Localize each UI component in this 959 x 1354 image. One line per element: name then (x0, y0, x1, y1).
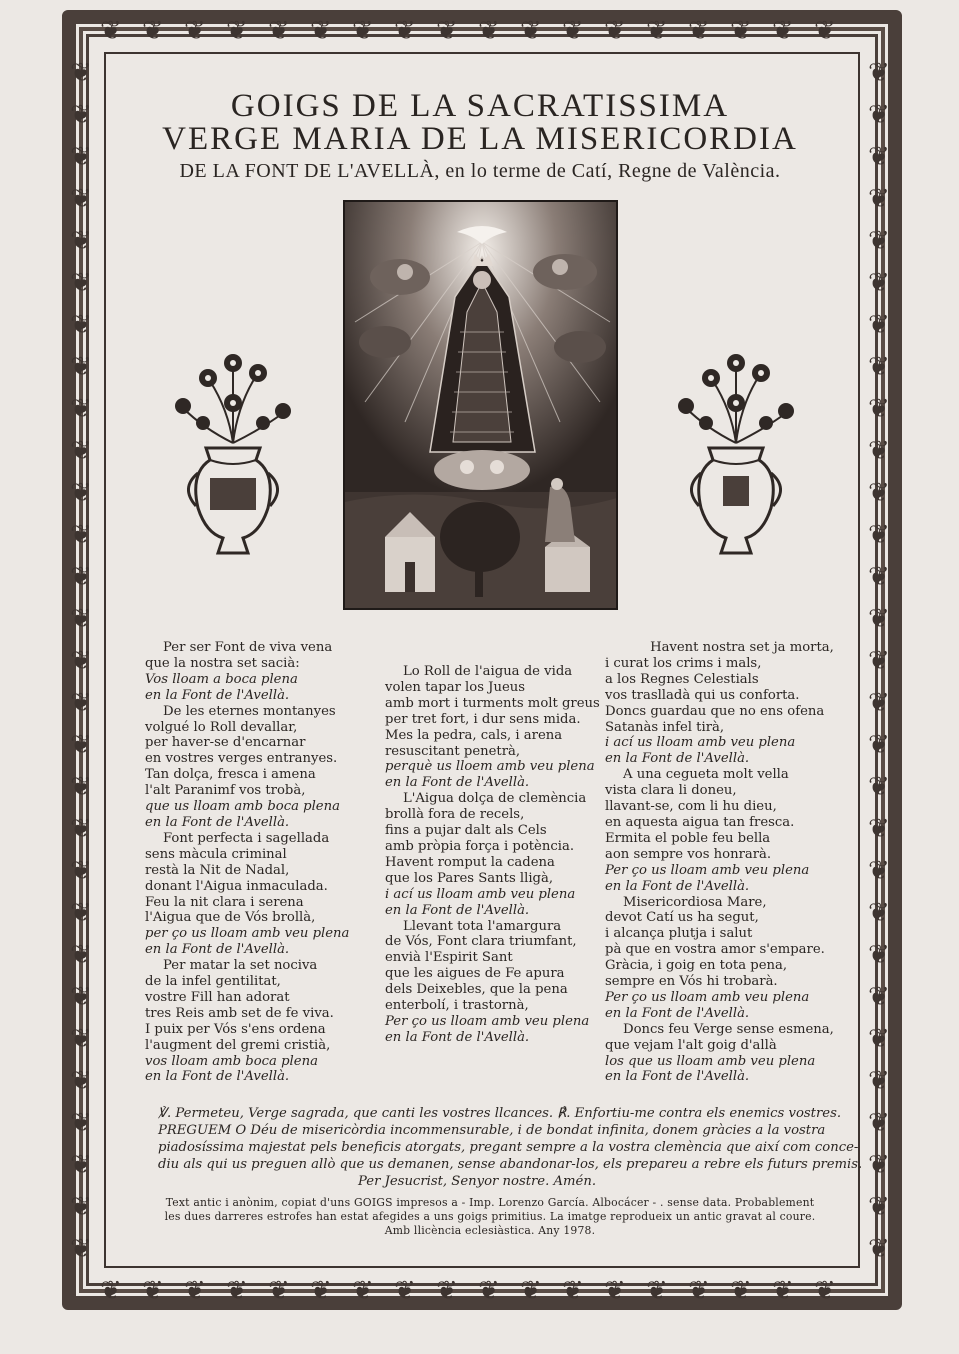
prayer-line: diu als qui us preguen allò que us demanen, sense abandonar-los, els prepareu a rebre els futurs premis. (158, 1157, 863, 1172)
border-flourish-icon: ❦ (868, 646, 890, 676)
border-flourish-icon: ❦ (70, 394, 92, 424)
verse-line: l'alt Paranimf vos trobà, (145, 783, 306, 799)
border-flourish-icon: ❦ (814, 1276, 836, 1306)
border-flourish-icon: ❦ (70, 1192, 92, 1222)
verse-line: en la Font de l'Avellà. (145, 814, 290, 830)
border-flourish-icon: ❦ (70, 1234, 92, 1264)
verse-line: amb pròpia força i potència. (385, 838, 575, 854)
border-flourish-icon: ❦ (310, 16, 332, 46)
border-flourish-icon: ❦ (562, 16, 584, 46)
verse-line: en la Font de l'Avellà. (605, 1005, 750, 1021)
border-flourish-icon: ❦ (730, 16, 752, 46)
border-flourish-icon: ❦ (352, 16, 374, 46)
verse-line: en la Font de l'Avellà. (605, 751, 750, 767)
verse-line: De les eternes montanyes (163, 703, 336, 719)
border-flourish-icon: ❦ (520, 1276, 542, 1306)
border-flourish-icon: ❦ (70, 814, 92, 844)
prayer-line: ℣. Permeteu, Verge sagrada, que canti les vostres llcances. ℟. Enfortiu-me contra els enemics vostres. (158, 1106, 842, 1121)
verse-line: brollà fora de recels, (385, 807, 525, 823)
border-flourish-icon: ❦ (868, 730, 890, 760)
border-flourish-icon: ❦ (142, 1276, 164, 1306)
border-flourish-icon: ❦ (868, 814, 890, 844)
border-flourish-icon: ❦ (70, 226, 92, 256)
title-line-3: DE LA FONT DE L'AVELLÀ, en lo terme de Catí, Regne de València. (179, 160, 781, 182)
border-flourish-icon: ❦ (868, 898, 890, 928)
border-flourish-icon: ❦ (868, 1150, 890, 1180)
verse-line: Tan dolça, fresca i amena (145, 767, 316, 783)
verse-line: aon sempre vos honrarà. (605, 846, 772, 862)
border-flourish-icon: ❦ (70, 562, 92, 592)
border-flourish-icon: ❦ (352, 1276, 374, 1306)
verse-line: de la infel gentilitat, (145, 974, 281, 990)
verse-line: llavant-se, com li hu dieu, (605, 799, 777, 815)
verse-line: per tret fort, i dur sens mida. (385, 711, 581, 727)
verse-line: dels Deixebles, que la pena (385, 982, 568, 998)
verse-line: Misericordiosa Mare, (623, 894, 767, 910)
flower-vase-left (168, 348, 298, 558)
border-flourish-icon: ❦ (868, 142, 890, 172)
border-flourish-icon: ❦ (70, 478, 92, 508)
verse-line: en la Font de l'Avellà. (385, 775, 530, 791)
verse-line: sempre en Vós hi trobarà. (605, 974, 778, 990)
verse-line: que la nostra set sacià: (145, 655, 300, 671)
verse-line: tres Reis amb set de fe viva. (145, 1005, 334, 1021)
verse-line: per haver-se d'encarnar (145, 735, 306, 751)
verse-line: vista clara li doneu, (605, 783, 737, 799)
border-flourish-icon: ❦ (868, 268, 890, 298)
border-flourish-icon: ❦ (868, 1024, 890, 1054)
colophon-note (160, 1196, 820, 1238)
verse-line: enterbolí, i trastornà, (385, 998, 529, 1014)
border-flourish-icon: ❦ (70, 1066, 92, 1096)
border-flourish-icon: ❦ (868, 1066, 890, 1096)
verse-line: Vos lloam a boca plena (145, 671, 298, 687)
verse-line: perquè us lloem amb veu plena (385, 759, 595, 775)
border-flourish-icon: ❦ (436, 1276, 458, 1306)
border-flourish-icon: ❦ (868, 982, 890, 1012)
verse-line: los que us lloam amb veu plena (605, 1053, 816, 1069)
border-flourish-icon: ❦ (868, 1234, 890, 1264)
virgin-engraving (343, 200, 618, 610)
verse-line: que les aigues de Fe apura (385, 966, 565, 982)
verse-line: volen tapar los Jueus (385, 679, 526, 695)
border-flourish-icon: ❦ (688, 16, 710, 46)
border-flourish-icon: ❦ (70, 436, 92, 466)
verse-line: A una cegueta molt vella (623, 767, 789, 783)
border-flourish-icon: ❦ (70, 856, 92, 886)
verse-line: envià l'Espirit Sant (385, 950, 513, 966)
verse-line: en aquesta aigua tan fresca. (605, 814, 795, 830)
border-flourish-icon: ❦ (310, 1276, 332, 1306)
border-flourish-icon: ❦ (868, 562, 890, 592)
border-flourish-icon: ❦ (868, 1108, 890, 1138)
border-flourish-icon: ❦ (70, 730, 92, 760)
verse-line: Doncs guardau que no ens ofena (605, 703, 825, 719)
verse-column-1 (145, 640, 349, 1085)
verse-line: per ço us lloam amb veu plena (145, 926, 350, 942)
verse-line: Lo Roll de l'aigua de vida (403, 664, 573, 679)
verse-line: Gràcia, i goig en tota pena, (605, 958, 788, 974)
border-flourish-icon: ❦ (868, 352, 890, 382)
border-flourish-icon: ❦ (868, 184, 890, 214)
verse-line: Doncs feu Verge sense esmena, (623, 1021, 834, 1037)
verse-line: Feu la nit clara i serena (145, 894, 304, 910)
title-line-2: VERGE MARIA DE LA MISERICORDIA (162, 121, 798, 157)
verse-line: Per ser Font de viva vena (163, 640, 333, 655)
border-flourish-icon: ❦ (478, 1276, 500, 1306)
verse-line: Havent romput la cadena (385, 854, 555, 870)
border-flourish-icon: ❦ (868, 772, 890, 802)
verse-column-2 (385, 664, 600, 1046)
border-flourish-icon: ❦ (868, 226, 890, 256)
border-flourish-icon: ❦ (730, 1276, 752, 1306)
border-flourish-icon: ❦ (70, 352, 92, 382)
border-flourish-icon: ❦ (70, 1108, 92, 1138)
prayer-line: piadosíssima majestat pels beneficis atorgats, pregant sempre a la vostra clemència que així com conce- (158, 1140, 859, 1155)
verse-line: en la Font de l'Avellà. (385, 1029, 530, 1045)
verse-line: que vejam l'alt goig d'allà (605, 1037, 777, 1053)
border-flourish-icon: ❦ (70, 100, 92, 130)
border-flourish-icon: ❦ (70, 940, 92, 970)
verse-line: amb mort i turments molt greus (385, 695, 600, 711)
verse-line: Per matar la set nociva (163, 958, 318, 974)
verse-line: volgué lo Roll devallar, (145, 719, 298, 735)
border-flourish-icon: ❦ (604, 16, 626, 46)
verse-line: l'Aigua que de Vós brollà, (145, 910, 316, 926)
border-flourish-icon: ❦ (70, 772, 92, 802)
verse-line: i curat los crims i mals, (605, 655, 762, 671)
border-flourish-icon: ❦ (268, 1276, 290, 1306)
border-flourish-icon: ❦ (646, 16, 668, 46)
border-flourish-icon: ❦ (868, 520, 890, 550)
verse-line: en la Font de l'Avellà. (145, 687, 290, 703)
verse-line: i ací us lloam amb veu plena (385, 886, 576, 902)
flower-vase-right (671, 348, 801, 558)
border-flourish-icon: ❦ (688, 1276, 710, 1306)
border-flourish-icon: ❦ (184, 1276, 206, 1306)
verse-line: Havent nostra set ja morta, (650, 640, 834, 655)
border-flourish-icon: ❦ (772, 16, 794, 46)
border-flourish-icon: ❦ (226, 16, 248, 46)
verse-line: Font perfecta i sagellada (163, 830, 330, 846)
verse-line: vos lloam amb boca plena (145, 1053, 318, 1069)
border-flourish-icon: ❦ (478, 16, 500, 46)
border-flourish-icon: ❦ (70, 646, 92, 676)
border-flourish-icon: ❦ (520, 16, 542, 46)
verse-line: a los Regnes Celestials (605, 671, 759, 687)
border-flourish-icon: ❦ (70, 268, 92, 298)
border-flourish-icon: ❦ (868, 100, 890, 130)
border-flourish-icon: ❦ (70, 1024, 92, 1054)
border-flourish-icon: ❦ (562, 1276, 584, 1306)
note-line: Amb llicència eclesiàstica. Any 1978. (384, 1224, 596, 1237)
verse-line: Per ço us lloam amb veu plena (605, 989, 810, 1005)
verse-line: pà que en vostra amor s'empare. (605, 942, 825, 958)
note-line: les dues darreres estrofes han estat afegides a uns goigs primitius. La imatge reprodueix un antic gravat al coure. (164, 1210, 816, 1223)
border-flourish-icon: ❦ (70, 688, 92, 718)
border-flourish-icon: ❦ (394, 1276, 416, 1306)
verse-line: en la Font de l'Avellà. (385, 902, 530, 918)
verse-line: vostre Fill han adorat (145, 989, 290, 1005)
border-flourish-icon: ❦ (142, 16, 164, 46)
verse-line: sens màcula criminal (145, 846, 287, 862)
border-flourish-icon: ❦ (70, 604, 92, 634)
verse-line: devot Catí us ha segut, (605, 910, 759, 926)
border-flourish-icon: ❦ (646, 1276, 668, 1306)
border-flourish-icon: ❦ (70, 1150, 92, 1180)
verse-line: l'augment del gremi cristià, (145, 1037, 331, 1053)
border-flourish-icon: ❦ (184, 16, 206, 46)
border-flourish-icon: ❦ (394, 16, 416, 46)
verse-line: en la Font de l'Avellà. (145, 1069, 290, 1085)
verse-line: L'Aigua dolça de clemència (403, 791, 587, 807)
border-flourish-icon: ❦ (868, 310, 890, 340)
verse-line: en vostres verges entranyes. (145, 751, 338, 767)
prayer-block (158, 1105, 863, 1190)
border-flourish-icon: ❦ (70, 520, 92, 550)
verse-line: Per ço us lloam amb veu plena (385, 1013, 590, 1029)
verse-line: i ací us lloam amb veu plena (605, 735, 796, 751)
border-flourish-icon: ❦ (868, 604, 890, 634)
border-flourish-icon: ❦ (868, 58, 890, 88)
verse-line: en la Font de l'Avellà. (605, 1069, 750, 1085)
border-flourish-icon: ❦ (868, 856, 890, 886)
verse-line: que los Pares Sants lligà, (385, 870, 554, 886)
verse-line: Satanàs infel tirà, (605, 719, 725, 735)
verse-line: resuscitant penetrà, (385, 743, 521, 759)
verse-line: donant l'Aigua inmaculada. (145, 878, 328, 894)
border-flourish-icon: ❦ (70, 142, 92, 172)
border-flourish-icon: ❦ (70, 184, 92, 214)
verse-line: restà la Nit de Nadal, (145, 862, 290, 878)
border-flourish-icon: ❦ (772, 1276, 794, 1306)
border-flourish-icon: ❦ (868, 940, 890, 970)
border-flourish-icon: ❦ (868, 1192, 890, 1222)
border-flourish-icon: ❦ (436, 16, 458, 46)
verse-line: fins a pujar dalt als Cels (385, 823, 547, 839)
border-flourish-icon: ❦ (100, 16, 122, 46)
verse-line: en la Font de l'Avellà. (605, 878, 750, 894)
verse-line: i alcança plutja i salut (605, 926, 753, 942)
prayer-line: PREGUEM O Déu de misericòrdia incommensurable, i de bondat infinita, donem gràcies a la vostra (158, 1123, 826, 1138)
border-flourish-icon: ❦ (100, 1276, 122, 1306)
border-flourish-icon: ❦ (868, 436, 890, 466)
verse-line: Ermita el poble feu bella (605, 830, 771, 846)
border-flourish-icon: ❦ (70, 982, 92, 1012)
verse-line: Llevant tota l'amargura (403, 918, 562, 934)
verse-line: en la Font de l'Avellà. (145, 942, 290, 958)
border-flourish-icon: ❦ (70, 898, 92, 928)
verse-line: que us lloam amb boca plena (145, 799, 340, 815)
border-flourish-icon: ❦ (868, 688, 890, 718)
prayer-line: Per Jesucrist, Senyor nostre. Amén. (358, 1174, 597, 1189)
border-flourish-icon: ❦ (604, 1276, 626, 1306)
border-flourish-icon: ❦ (70, 58, 92, 88)
verse-line: vos traslladà qui us conforta. (605, 687, 800, 703)
border-flourish-icon: ❦ (814, 16, 836, 46)
border-flourish-icon: ❦ (268, 16, 290, 46)
verse-line: Mes la pedra, cals, i arena (385, 727, 563, 743)
verse-line: de Vós, Font clara triumfant, (385, 934, 577, 950)
border-flourish-icon: ❦ (868, 394, 890, 424)
border-flourish-icon: ❦ (868, 478, 890, 508)
verse-line: Per ço us lloam amb veu plena (605, 862, 810, 878)
verse-column-3 (605, 640, 834, 1085)
border-flourish-icon: ❦ (226, 1276, 248, 1306)
verse-line: I puix per Vós s'ens ordena (145, 1021, 326, 1037)
border-flourish-icon: ❦ (70, 310, 92, 340)
title-line-1: GOIGS DE LA SACRATISSIMA (230, 88, 730, 124)
note-line: Text antic i anònim, copiat d'uns GOIGS impresos a - Imp. Lorenzo García. Albocácer - . sense data. Probablement (165, 1196, 815, 1209)
